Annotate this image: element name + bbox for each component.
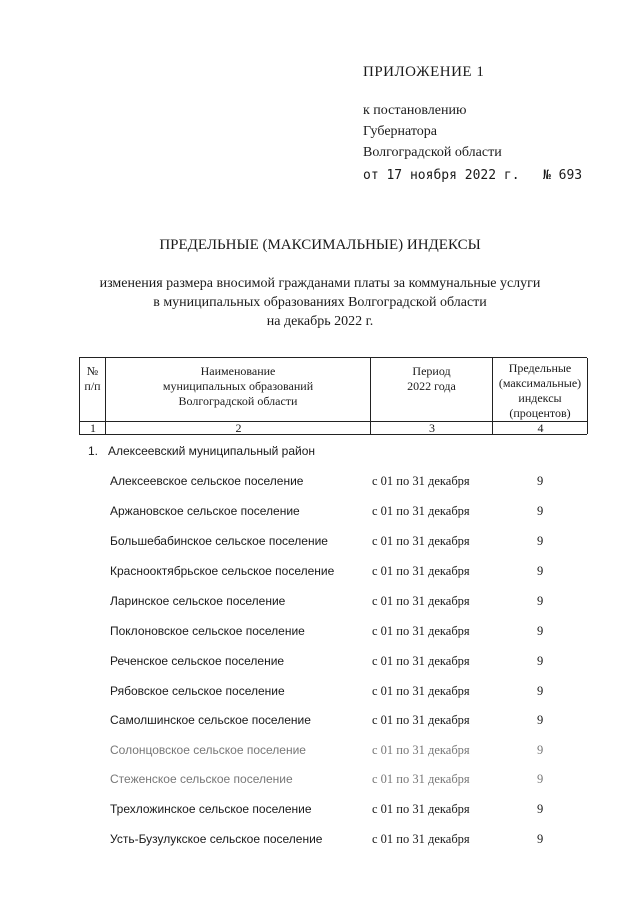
index-value: 9 (537, 772, 544, 786)
index-value: 9 (537, 594, 544, 608)
decree-number: № 693 (543, 168, 583, 183)
settlement-name: Усть-Бузулукское сельское поселение (110, 832, 323, 846)
period-cell: с 01 по 31 декабря (372, 564, 470, 578)
table-row (0, 743, 640, 763)
header-text: муниципальных образований (162, 379, 314, 393)
period-cell: с 01 по 31 декабря (372, 624, 470, 638)
header-text: индексы (518, 391, 562, 405)
settlement-name: Ларинское сельское поселение (110, 594, 286, 608)
header-text: № (86, 364, 99, 378)
period-cell: с 01 по 31 декабря (372, 594, 470, 608)
table-header (79, 357, 587, 435)
table-row (0, 684, 640, 704)
index-value: 9 (537, 713, 544, 727)
subtitle-line: изменения размера вносимой гражданами платы за коммунальные услуги (99, 276, 541, 291)
period-cell: с 01 по 31 декабря (372, 534, 470, 548)
table-row (0, 713, 640, 733)
header-text: п/п (84, 379, 101, 393)
district-name: Алексеевский муниципальный район (108, 444, 315, 458)
header-text: 2022 года (407, 379, 456, 393)
index-value: 9 (537, 832, 544, 846)
header-text: Волгоградской области (178, 394, 298, 408)
header-text: (процентов) (509, 406, 571, 420)
district-number: 1. (88, 444, 99, 458)
header-text: Период (412, 364, 451, 378)
period-cell: с 01 по 31 декабря (372, 743, 470, 757)
period-cell: с 01 по 31 декабря (372, 772, 470, 786)
reference-line: к постановлению (363, 103, 467, 118)
header-text: Предельные (508, 361, 572, 375)
header-text: Наименование (200, 364, 276, 378)
subtitle-line: на декабрь 2022 г. (266, 314, 374, 329)
period-cell: с 01 по 31 декабря (372, 654, 470, 668)
decree-reference (363, 100, 502, 163)
table-row (0, 594, 640, 614)
table-row (0, 832, 640, 852)
appendix-heading: ПРИЛОЖЕНИЕ 1 (363, 64, 485, 80)
table-row (0, 534, 640, 554)
subtitle-line: в муниципальных образованиях Волгоградской области (153, 295, 487, 310)
reference-line: Волгоградской области (363, 145, 502, 160)
column-number: 3 (429, 421, 435, 435)
index-value: 9 (537, 654, 544, 668)
settlement-name: Поклоновское сельское поселение (110, 624, 305, 638)
index-value: 9 (537, 534, 544, 548)
column-number: 1 (90, 421, 96, 435)
index-value: 9 (537, 802, 544, 816)
index-value: 9 (537, 624, 544, 638)
settlement-name: Самолшинское сельское поселение (110, 713, 311, 727)
index-value: 9 (537, 564, 544, 578)
index-value: 9 (537, 474, 544, 488)
settlement-name: Стеженское сельское поселение (110, 772, 293, 786)
settlement-name: Реченское сельское поселение (110, 654, 285, 668)
reference-line: Губернатора (363, 124, 438, 139)
decree-date: от 17 ноября 2022 г. (363, 168, 520, 183)
table-row (0, 624, 640, 644)
settlement-name: Солонцовское сельское поселение (110, 743, 306, 757)
table-row (0, 564, 640, 584)
decree-date-line (363, 168, 583, 183)
table-row (0, 802, 640, 822)
column-number: 2 (235, 421, 242, 435)
period-cell: с 01 по 31 декабря (372, 802, 470, 816)
header-text: (максимальные) (498, 376, 582, 390)
period-cell: с 01 по 31 декабря (372, 713, 470, 727)
period-cell: с 01 по 31 декабря (372, 832, 470, 846)
period-cell: с 01 по 31 декабря (372, 474, 470, 488)
table-row (0, 772, 640, 792)
settlement-name: Большебабинское сельское поселение (110, 534, 328, 548)
settlement-name: Рябовское сельское поселение (110, 684, 285, 698)
column-number: 4 (537, 421, 544, 435)
index-value: 9 (537, 504, 544, 518)
settlement-name: Алексеевское сельское поселение (110, 474, 304, 488)
settlement-name: Аржановское сельское поселение (110, 504, 300, 518)
table-row (0, 504, 640, 524)
document-subtitle (0, 274, 640, 331)
table-row (0, 654, 640, 674)
settlement-name: Трехложинское сельское поселение (110, 802, 312, 816)
index-value: 9 (537, 684, 544, 698)
period-cell: с 01 по 31 декабря (372, 504, 470, 518)
period-cell: с 01 по 31 декабря (372, 684, 470, 698)
index-value: 9 (537, 743, 544, 757)
document-title: ПРЕДЕЛЬНЫЕ (МАКСИМАЛЬНЫЕ) ИНДЕКСЫ (159, 237, 481, 253)
table-row (0, 474, 640, 494)
settlement-name: Краснооктябрьское сельское поселение (110, 564, 335, 578)
